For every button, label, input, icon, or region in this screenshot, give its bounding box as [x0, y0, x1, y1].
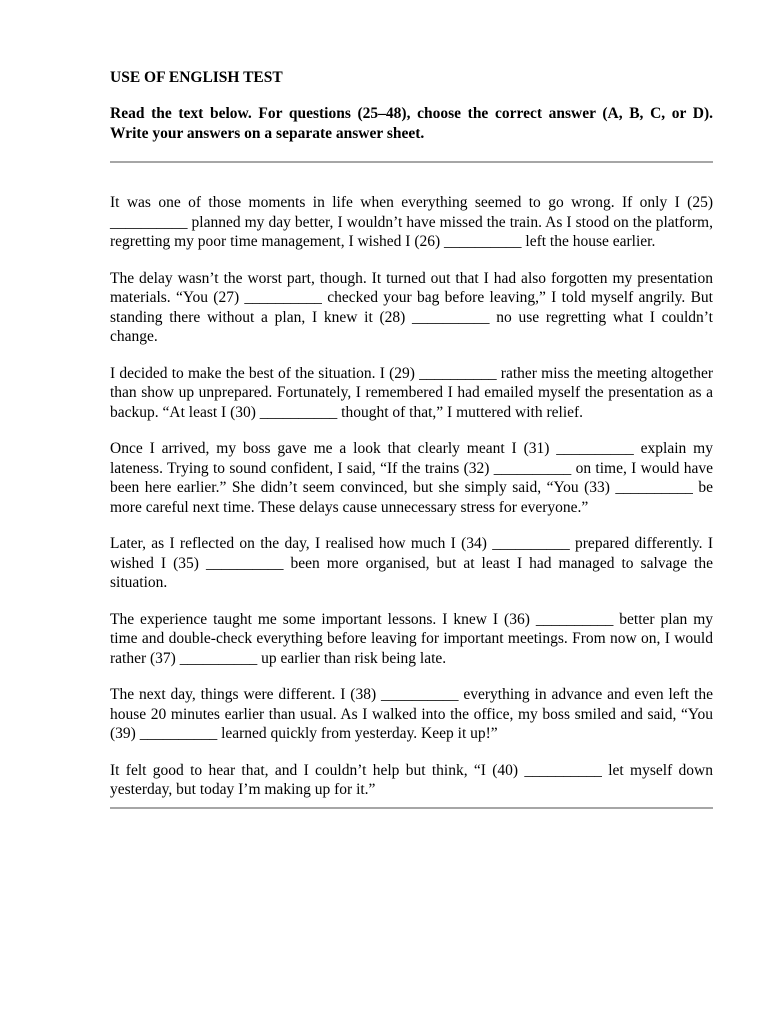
paragraph-5: Later, as I reflected on the day, I realised how much I (34) __________ prepared differently. I wished I (35) __________ been more organised, but at least I had managed to salvage the situation. — [110, 535, 713, 591]
paragraph-7: The next day, things were different. I (38) __________ everything in advance and even left the house 20 minutes earlier than usual. As I walked into the office, my boss smiled and said, “You (39) __________ learned quickly from yesterday. Keep it up!” — [110, 686, 713, 742]
paragraph-6: The experience taught me some important lessons. I knew I (36) __________ better plan my time and double-check everything before leaving for important meetings. From now on, I would rather (37) __________ up earlier than risk being late. — [110, 610, 713, 667]
passage — [110, 193, 713, 800]
page-title: USE OF ENGLISH TEST — [110, 69, 283, 86]
paragraph-2: The delay wasn’t the worst part, though. It turned out that I had also forgotten my presentation materials. “You (27) __________ checked your bag before leaving,” I told myself angrily. But standing there without a plan, I knew it (28) __________ no use regretting what I couldn’t change. — [110, 269, 713, 345]
top-divider — [110, 161, 713, 163]
paragraph-3: I decided to make the best of the situation. I (29) __________ rather miss the meeting altogether than show up unprepared. Fortunately, I remembered I had emailed myself the presentation as a backup. “At least I (30) __________ thought of that,” I muttered with relief. — [110, 364, 713, 421]
paragraph-8: It felt good to hear that, and I couldn’t help but think, “I (40) __________ let myself down yesterday, but today I’m making up for it.” — [110, 761, 713, 798]
paragraph-4: Once I arrived, my boss gave me a look that clearly meant I (31) __________ explain my lateness. Trying to sound confident, I said, “If the trains (32) __________ on time, I would have been here earlier.” She didn’t seem convinced, but she simply said, “You (33) __________ be more careful next time. These delays cause unnecessary stress for everyone.” — [110, 440, 713, 516]
instructions-text: Read the text below. For questions (25–48), choose the correct answer (A, B, C, or D). Write your answers on a separate answer sheet. — [110, 105, 713, 142]
paragraph-1: It was one of those moments in life when everything seemed to go wrong. If only I (25) __________ planned my day better, I wouldn’t have missed the train. As I stood on the platform, regretting my poor time management, I wished I (26) __________ left the house earlier. — [110, 194, 713, 250]
document-page — [110, 68, 713, 809]
bottom-divider — [110, 807, 713, 809]
